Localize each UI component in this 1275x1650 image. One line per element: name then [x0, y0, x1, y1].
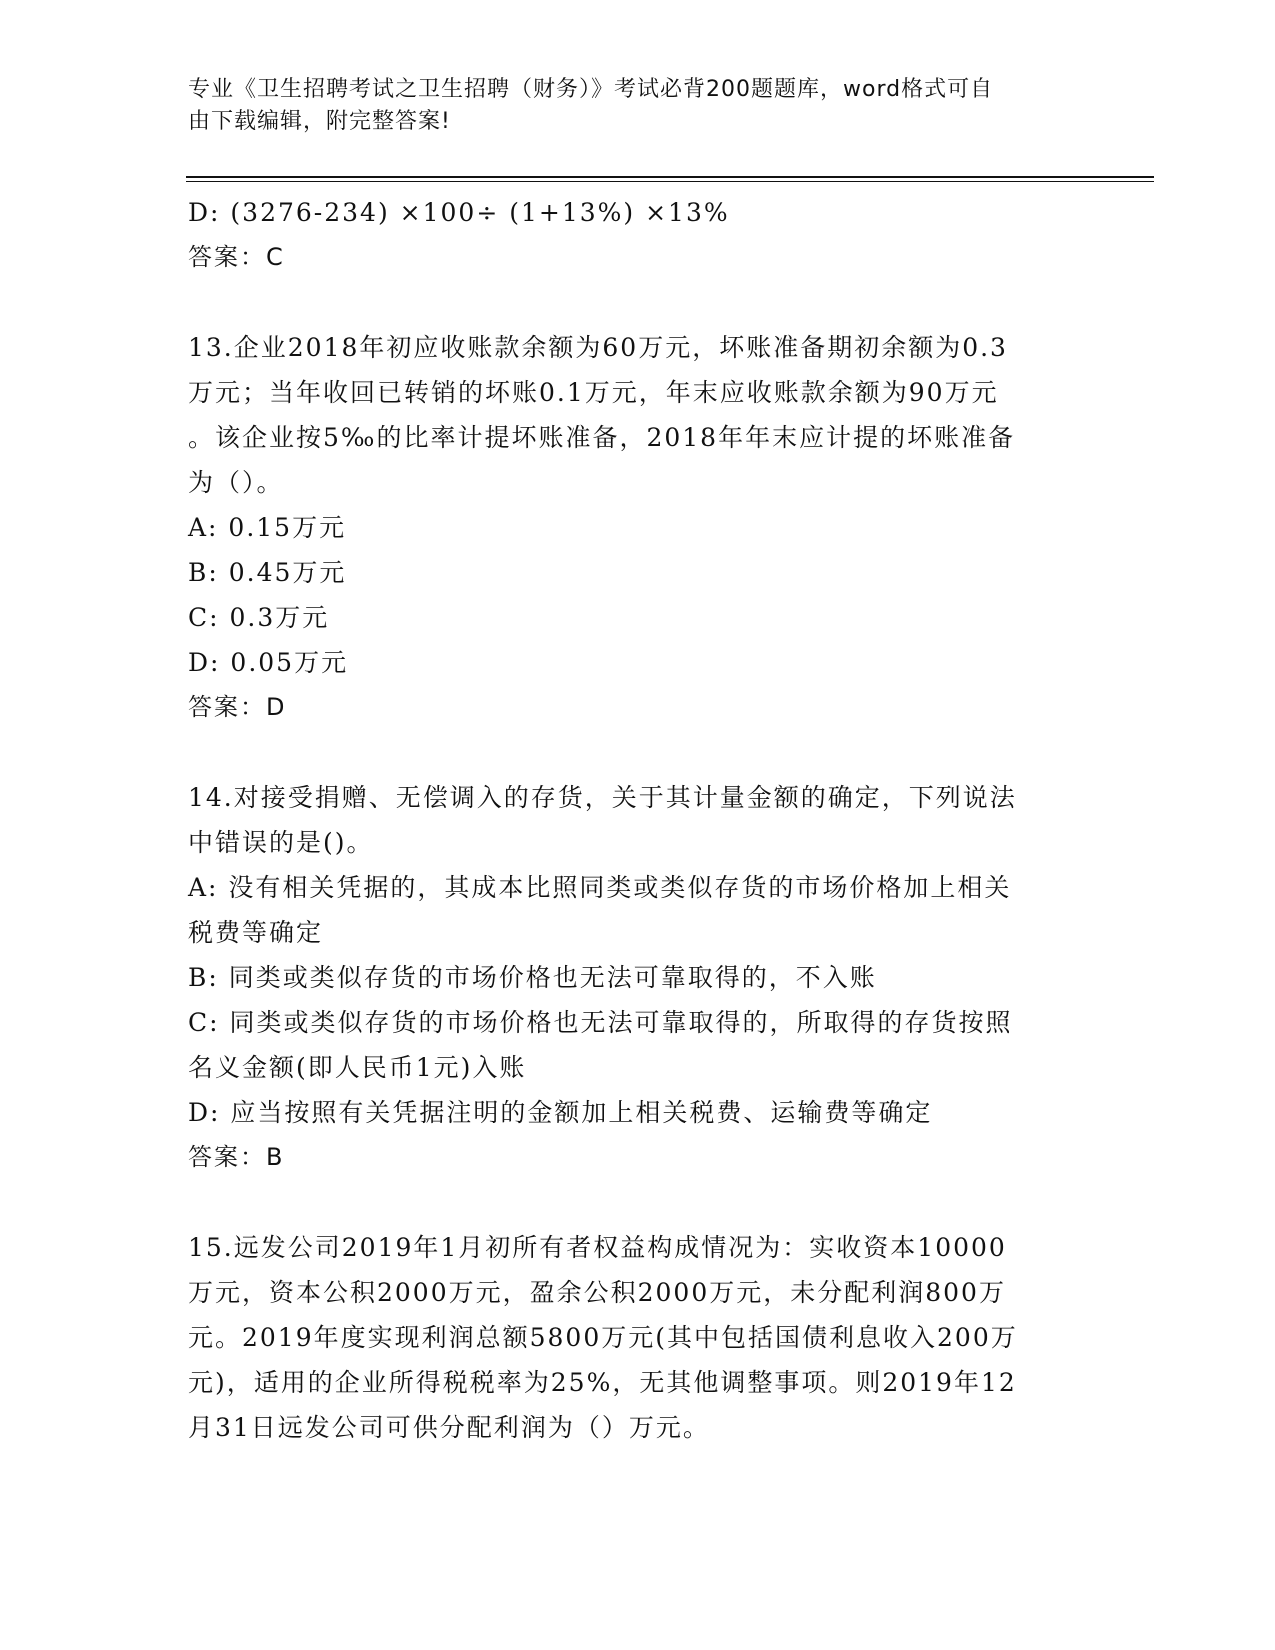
spacer: [188, 1180, 1088, 1225]
q13-option-d: D: 0.05万元: [188, 648, 349, 677]
q13-option-a: A: 0.15万元: [188, 513, 347, 542]
q15-stem-line: 万元，资本公积2000万元，盈余公积2000万元，未分配利润800万: [188, 1278, 1006, 1307]
question-13: [188, 325, 1088, 730]
header-line-1: 专业《卫生招聘考试之卫生招聘（财务）》考试必背200题题库，word格式可自: [188, 77, 994, 102]
question-14: [188, 775, 1088, 1180]
q14-option-line: 名义金额(即人民币1元)入账: [188, 1053, 527, 1082]
q14-stem-line: 中错误的是()。: [188, 828, 374, 857]
q13-stem-line: 为（）。: [188, 468, 284, 497]
q15-stem-line: 元)，适用的企业所得税税率为25%，无其他调整事项。则2019年12: [188, 1368, 1017, 1397]
header-rule-thick: [186, 176, 1154, 178]
question-15: [188, 1225, 1088, 1450]
q13-option-b: B: 0.45万元: [188, 558, 347, 587]
q14-answer: 答案：B: [188, 1143, 285, 1171]
q13-stem-line: 万元；当年收回已转销的坏账0.1万元，年末应收账款余额为90万元: [188, 378, 999, 407]
spacer: [188, 730, 1088, 775]
q13-stem-line: 13.企业2018年初应收账款余额为60万元，坏账准备期初余额为0.3: [188, 333, 1008, 362]
q12-option-d: D: (3276-234) ×100÷ (1+13%) ×13%: [188, 198, 730, 227]
q14-option-line: B: 同类或类似存货的市场价格也无法可靠取得的，不入账: [188, 963, 877, 992]
q14-option-line: D: 应当按照有关凭据注明的金额加上相关税费、运输费等确定: [188, 1098, 933, 1127]
q15-stem-line: 15.远发公司2019年1月初所有者权益构成情况为：实收资本10000: [188, 1233, 1007, 1262]
q13-stem-line: 。该企业按5‰的比率计提坏账准备，2018年年末应计提的坏账准备: [188, 423, 1016, 452]
header-rule-thin: [186, 181, 1154, 182]
q12-answer: 答案：C: [188, 243, 285, 271]
q13-answer: 答案：D: [188, 693, 287, 721]
q14-stem-line: 14.对接受捐赠、无偿调入的存货，关于其计量金额的确定，下列说法: [188, 783, 1017, 812]
document-header: [188, 74, 1068, 138]
q15-stem-line: 元。2019年度实现利润总额5800万元(其中包括国债利息收入200万: [188, 1323, 1018, 1352]
q13-option-c: C: 0.3万元: [188, 603, 330, 632]
header-line-2: 由下载编辑，附完整答案!: [188, 109, 451, 134]
q14-option-line: 税费等确定: [188, 918, 324, 947]
document-body: [188, 190, 1088, 1450]
q14-option-line: C: 同类或类似存货的市场价格也无法可靠取得的，所取得的存货按照: [188, 1008, 1013, 1037]
q14-option-line: A: 没有相关凭据的，其成本比照同类或类似存货的市场价格加上相关: [188, 873, 1012, 902]
spacer: [188, 280, 1088, 325]
q15-stem-line: 月31日远发公司可供分配利润为（）万元。: [188, 1413, 710, 1442]
